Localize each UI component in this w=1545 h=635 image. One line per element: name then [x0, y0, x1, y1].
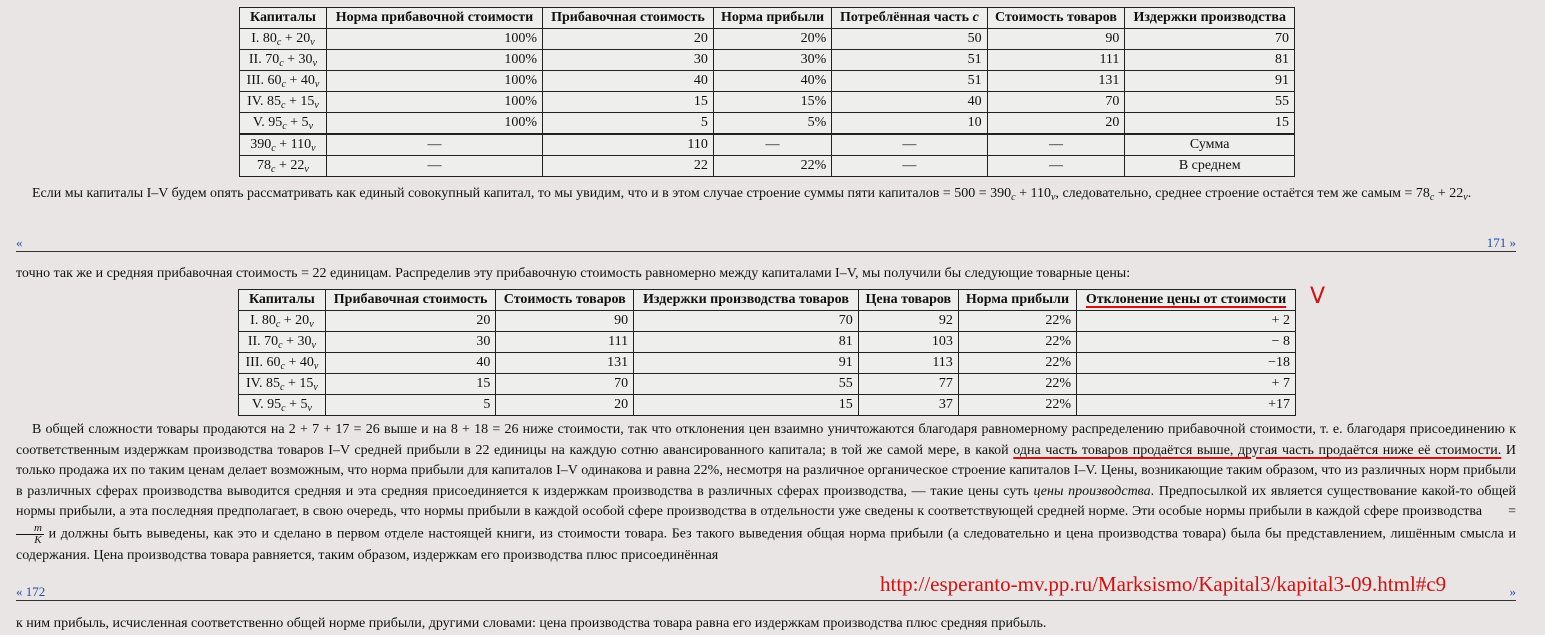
table-cell: 15	[1125, 113, 1295, 135]
capital-cell: III. $60_c + 40_v$	[240, 71, 327, 92]
table-row	[239, 374, 1296, 395]
table-cell: + 7	[1077, 374, 1296, 395]
table-capitals-1	[239, 7, 1295, 177]
table-cell: 110	[543, 134, 714, 156]
table-cell: —	[326, 156, 542, 177]
table-cell: 50	[832, 29, 987, 50]
table-row	[240, 50, 1295, 71]
table-cell: 15	[543, 92, 714, 113]
table-cell: 103	[858, 332, 958, 353]
table-cell: 40%	[713, 71, 831, 92]
capital-cell: III. $60_c + 40_v$	[239, 353, 326, 374]
capital-cell: $390_c + 110_v$	[240, 134, 327, 156]
table-cell: −18	[1077, 353, 1296, 374]
capital-cell: V. $95_c + 5_v$	[239, 395, 326, 416]
table-cell: 10	[832, 113, 987, 135]
col-header: Стоимость товаров	[987, 8, 1125, 29]
capital-cell: II. $70_c + 30_v$	[239, 332, 326, 353]
page-nav-172	[16, 584, 1516, 601]
table-cell: 90	[987, 29, 1125, 50]
table-cell: —	[713, 134, 831, 156]
table-cell: 37	[858, 395, 958, 416]
table-cell: 81	[1125, 50, 1295, 71]
next-page-link[interactable]: 171 »	[1486, 235, 1516, 250]
table-cell: 15	[325, 374, 496, 395]
col-header: Прибавочная стоимость	[325, 290, 496, 311]
table-cell: 15	[634, 395, 859, 416]
page-nav-171	[16, 235, 1516, 252]
table-cell: 77	[858, 374, 958, 395]
table-cell: В среднем	[1125, 156, 1295, 177]
next-page-link[interactable]: »	[1509, 584, 1516, 599]
table-cell: 100%	[326, 92, 542, 113]
capital-cell: $78_c + 22_v$	[240, 156, 327, 177]
red-underlined-text: одна часть товаров продаётся выше, другая часть продаётся ниже её стоимости.	[1013, 442, 1502, 458]
table-cell: 20	[543, 29, 714, 50]
table-cell: 30	[543, 50, 714, 71]
col-header: Цена товаров	[858, 290, 958, 311]
col-header: Издержки производства	[1125, 8, 1295, 29]
table-cell: 15%	[713, 92, 831, 113]
fraction-m-over-k: $\frac{m}{K}$	[16, 523, 44, 546]
table-row	[240, 71, 1295, 92]
table-capitals-2	[238, 289, 1296, 416]
table-cell: 22%	[958, 353, 1076, 374]
table-cell: 55	[1125, 92, 1295, 113]
capital-cell: IV. $85_c + 15_v$	[240, 92, 327, 113]
table-cell: 55	[634, 374, 859, 395]
table-cell: 111	[987, 50, 1125, 71]
table-cell: 92	[858, 311, 958, 332]
table-cell: 111	[496, 332, 634, 353]
table-cell: 91	[1125, 71, 1295, 92]
table-cell: 20	[496, 395, 634, 416]
paragraph-1: Если мы капиталы I–V будем опять рассматривать как единый совокупный капитал, то мы увидим, что и в этом случае строение суммы пяти капиталов = $500 = 390_c + 110_v$, следовательно, среднее строение остаётся тем же самым = $78_c + 22_v$.	[32, 186, 1472, 203]
table-cell: 20	[325, 311, 496, 332]
table-cell: 5	[325, 395, 496, 416]
table-cell: 30%	[713, 50, 831, 71]
table-cell: 22%	[958, 311, 1076, 332]
table-row	[240, 29, 1295, 50]
table-cell: 40	[325, 353, 496, 374]
table-cell: 22%	[713, 156, 831, 177]
table-cell: —	[832, 156, 987, 177]
table-cell: 40	[832, 92, 987, 113]
col-header: Капиталы	[240, 8, 327, 29]
table-row	[239, 353, 1296, 374]
table-cell: 131	[987, 71, 1125, 92]
prev-page-link[interactable]: « 172	[16, 584, 46, 599]
table-cell: 100%	[326, 113, 542, 135]
capital-cell: V. $95_c + 5_v$	[240, 113, 327, 135]
table-cell: —	[987, 134, 1125, 156]
table-row	[239, 332, 1296, 353]
paragraph-4: к ним прибыль, исчисленная соответственно общей норме прибыли, другими словами: цена производства товара равна его издержкам производства плюс средняя прибыль.	[16, 616, 1047, 631]
annotation-v-mark: V	[1310, 284, 1326, 309]
table-cell: 70	[634, 311, 859, 332]
table-row	[240, 156, 1295, 177]
col-header: Издержки производства товаров	[634, 290, 859, 311]
table-header-row	[240, 8, 1295, 29]
table-row	[239, 395, 1296, 416]
table-row	[240, 134, 1295, 156]
table-cell: + 2	[1077, 311, 1296, 332]
table-cell: +17	[1077, 395, 1296, 416]
table-cell: —	[326, 134, 542, 156]
table-cell: 70	[1125, 29, 1295, 50]
table-cell: 22	[543, 156, 714, 177]
table-row	[240, 92, 1295, 113]
table-cell: 5	[543, 113, 714, 135]
table-cell: 40	[543, 71, 714, 92]
table-cell: —	[832, 134, 987, 156]
source-url: http://esperanto-mv.pp.ru/Marksismo/Kapital3/kapital3-09.html#c9	[880, 572, 1447, 596]
col-header: Потреблённая часть c	[832, 8, 987, 29]
table-cell: − 8	[1077, 332, 1296, 353]
col-header: Норма прибыли	[713, 8, 831, 29]
col-header-deviation: Отклонение цены от стоимости	[1077, 290, 1296, 311]
col-header: Прибавочная стоимость	[543, 8, 714, 29]
table-cell: 100%	[326, 71, 542, 92]
table-cell: 30	[325, 332, 496, 353]
table-cell: 51	[832, 50, 987, 71]
col-header: Норма прибыли	[958, 290, 1076, 311]
table-cell: 90	[496, 311, 634, 332]
capital-cell: I. $80_c + 20_v$	[240, 29, 327, 50]
capital-cell: II. $70_c + 30_v$	[240, 50, 327, 71]
table-cell: 70	[987, 92, 1125, 113]
capital-cell: IV. $85_c + 15_v$	[239, 374, 326, 395]
table-cell: 51	[832, 71, 987, 92]
table-row	[240, 113, 1295, 135]
table-cell: 22%	[958, 332, 1076, 353]
table-cell: 70	[496, 374, 634, 395]
table-header-row	[239, 290, 1296, 311]
table-cell: 22%	[958, 374, 1076, 395]
col-header: Норма прибавочной стоимости	[326, 8, 542, 29]
table-cell: 22%	[958, 395, 1076, 416]
capital-cell: I. $80_c + 20_v$	[239, 311, 326, 332]
table-cell: 113	[858, 353, 958, 374]
table-cell: 100%	[326, 29, 542, 50]
table-cell: 131	[496, 353, 634, 374]
table-cell: 91	[634, 353, 859, 374]
table-cell: 20%	[713, 29, 831, 50]
table-cell: 5%	[713, 113, 831, 135]
col-header: Капиталы	[239, 290, 326, 311]
paragraph-3: В общей сложности товары продаются на 2 + 7 + 17 = 26 выше и на 8 + 18 = 26 ниже стоимости, так что отклонения цен взаимно уничтожаются благодаря равномерному распределению прибавочной стоимости, т. е. благодаря присоединению к соответственным издержкам производства товаров I–V средней прибыли в 22 единицы на каждую сотню авансированного капитала; в той же самой мере, в какой одна часть товаров продаётся выше, другая часть продаётся ниже её стоимости. И только продажа их по таким ценам делает возможным, что норма прибыли для капиталов I–V одинакова и равна 22%, несмотря на различное органическое строение капиталов I–V. Цены, возникающие таким образом, что из различных норм прибыли в различных сферах производства выводится средняя и эта средняя присоединяется к издержкам производства в различных сферах производства, — такие цены суть цены производства. Предпосылкой их является существование какой-то общей нормы прибыли, а эта последняя предполагает, в свою очередь, что нормы прибыли в каждой особой сфере производства в отдельности уже сведены к соответствующей средней норме. Эти особые нормы прибыли в каждой сфере производства = $\frac{m}{K}$ и должны быть выведены, как это и сделано в первом отделе настоящей книги, из стоимости товара. Без такого выведения общая норма прибыли (а следовательно и цена производства товара) была бы представлением, лишённым смысла и содержания. Цена производства товара равняется, таким образом, издержкам его производства плюс присоединённая	[16, 422, 1517, 563]
table-cell: —	[987, 156, 1125, 177]
table-cell: 20	[987, 113, 1125, 135]
table-cell: 81	[634, 332, 859, 353]
table-row	[239, 311, 1296, 332]
table-cell: 100%	[326, 50, 542, 71]
col-header: Стоимость товаров	[496, 290, 634, 311]
prev-page-link[interactable]: «	[16, 235, 23, 250]
paragraph-2: точно так же и средняя прибавочная стоимость = 22 единицам. Распределив эту прибавочную стоимость равномерно между капиталами I–V, мы получили бы следующие товарные цены:	[16, 266, 1131, 281]
table-cell: Сумма	[1125, 134, 1295, 156]
